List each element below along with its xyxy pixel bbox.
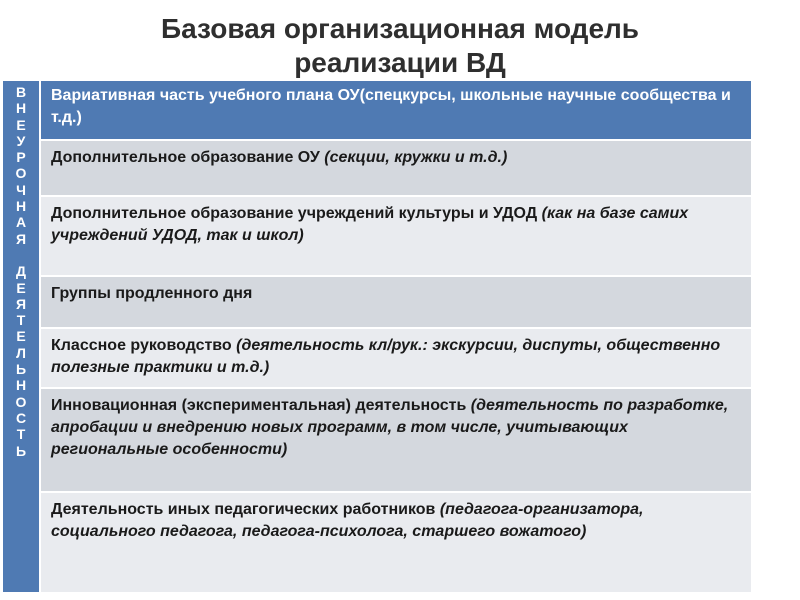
vertical-letter: В	[15, 84, 27, 100]
slide-title-line-1: Базовая организационная модель	[160, 13, 640, 44]
row-note-text: (секции, кружки и т.д.)	[324, 149, 508, 166]
row-lead-text: Деятельность иных педагогических работников	[51, 501, 440, 518]
vertical-letter: Д	[16, 263, 26, 280]
vertical-letter: Н	[15, 198, 27, 215]
row-lead-text: Дополнительное образование учреждений культуры и УДОД	[51, 205, 542, 222]
vertical-letter: О	[15, 393, 27, 410]
table-row-variable-curriculum	[41, 81, 751, 139]
row-lead-text: Классное руководство	[51, 337, 237, 354]
vertical-letter: Е	[16, 116, 26, 133]
slide-title	[0, 12, 800, 82]
table-row-class-guidance	[41, 329, 751, 387]
table-row-extended-day-groups	[41, 277, 751, 327]
vertical-letter: А	[15, 214, 27, 231]
row-lead-text: Группы продленного дня	[51, 285, 253, 302]
vertical-letter: Ь	[15, 442, 27, 459]
vertical-letter: Р	[16, 149, 26, 166]
vertical-letter: Т	[16, 426, 26, 443]
vertical-letter: Н	[15, 377, 27, 394]
row-note-text: (как на базе самих учреждений УДОД, так и школ)	[51, 205, 689, 244]
vertical-letter: Т	[16, 312, 26, 329]
table-row-innovative-activity	[41, 389, 751, 491]
vertical-label-cell	[3, 81, 39, 592]
vertical-letter: Е	[16, 328, 26, 345]
row-lead-text: Вариативная часть учебного плана ОУ(спецкурсы, школьные научные сообщества и т.д.)	[51, 87, 731, 126]
vertical-label-text	[3, 84, 39, 459]
vertical-letter: Н	[15, 100, 27, 117]
table-row-additional-education-culture	[41, 197, 751, 275]
vertical-letter: Ь	[15, 361, 27, 378]
vertical-letter	[3, 247, 39, 263]
vertical-letter: Я	[15, 230, 27, 247]
vertical-letter: С	[15, 409, 27, 426]
row-note-text: (педагога-организатора, социального педагога, педагога-психолога, старшего вожатого)	[51, 501, 644, 540]
vertical-letter: Ч	[16, 181, 26, 198]
table-row-other-staff	[41, 493, 751, 592]
table-row-additional-education-school	[41, 141, 751, 195]
vertical-letter: У	[16, 132, 26, 149]
row-note-text: (деятельность кл/рук.: экскурсии, диспуты, общественно полезные практики и т.д.)	[51, 337, 721, 376]
row-lead-text: Инновационная (экспериментальная) деятельность	[51, 397, 471, 414]
vertical-letter: О	[15, 165, 27, 182]
row-note-text: (деятельность по разработке, апробации и внедрению новых программ, в том числе, учитывающих региональные особенности)	[51, 397, 729, 458]
vertical-letter: Е	[16, 279, 26, 296]
vertical-letter: Л	[16, 344, 26, 361]
vertical-letter: Я	[15, 295, 27, 312]
model-table	[3, 81, 751, 592]
row-lead-text: Дополнительное образование ОУ	[51, 149, 325, 166]
slide-title-line-2: реализации ВД	[294, 47, 506, 78]
